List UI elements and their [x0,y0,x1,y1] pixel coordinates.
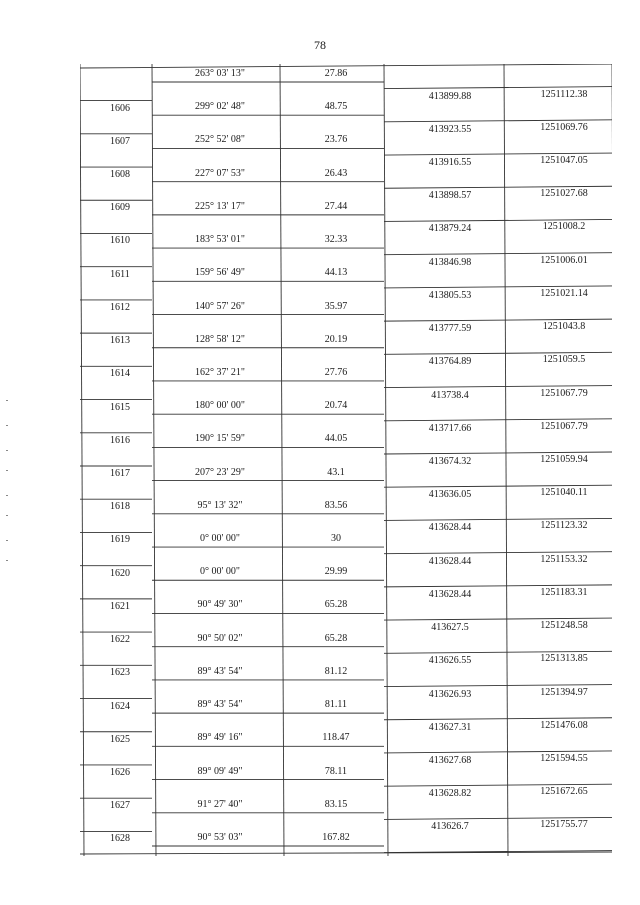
distance-cell: 65.28 [324,599,348,611]
y-coordinate-cell: 1251008.2 [542,221,586,233]
y-coordinate-cell: 1251313.85 [540,653,588,665]
distance-cell: 27.76 [324,366,348,378]
point-cell: 1611 [110,268,130,280]
distance-cell: 26.43 [324,167,348,179]
point-cell: 1617 [110,468,130,479]
distance-cell: 35.97 [324,300,348,312]
angle-cell: 89° 09' 49" [197,765,243,777]
x-coordinate-cell: 413738.4 [431,389,469,401]
x-coordinate-cell: 413628.44 [428,522,472,534]
y-coordinate-cell: 1251153.32 [540,553,588,565]
coordinates-table [80,64,612,856]
point-cell: 1612 [110,301,130,313]
angle-cell: 89° 43' 54" [197,665,243,677]
x-coordinate-cell: 413898.57 [428,190,472,202]
y-coordinate-cell: 1251059.5 [542,354,586,366]
point-cell: 1609 [110,202,130,214]
x-coordinate-cell: 413899.88 [428,90,472,102]
angle-cell: 190° 15' 59" [195,433,245,445]
angle-cell: 252° 52' 08" [195,134,245,146]
angle-cell: 263° 03' 13" [195,68,245,79]
point-cell: 1627 [110,800,130,812]
y-coordinate-cell: 1251040.11 [540,487,588,499]
angle-cell: 89° 49' 16" [197,732,243,744]
point-cell: 1626 [110,766,130,778]
angle-cell: 207° 23' 29" [195,466,245,478]
point-cell: 1613 [110,335,130,347]
angle-cell: 0° 00' 00" [200,533,240,545]
distance-cell: 20.74 [324,400,348,412]
y-coordinate-cell: 1251183.31 [540,586,588,598]
point-cell: 1624 [110,700,130,712]
y-coordinate-cell: 1251394.97 [540,686,588,698]
x-coordinate-cell: 413674.32 [428,456,472,467]
y-coordinate-cell: 1251672.65 [540,786,588,798]
point-cell: 1622 [110,634,130,646]
distance-cell: 44.05 [324,433,348,445]
angle-cell: 180° 00' 00" [195,400,245,412]
distance-cell: 27.44 [324,200,348,212]
x-coordinate-cell: 413916.55 [428,157,472,169]
point-cell: 1610 [110,235,130,247]
point-cell: 1625 [110,733,130,745]
point-cell: 1607 [110,135,130,147]
point-cell: 1616 [110,434,130,446]
distance-cell: 48.75 [324,101,348,113]
point-cell: 1621 [110,600,130,612]
distance-cell: 118.47 [322,732,350,744]
x-coordinate-cell: 413879.24 [428,223,472,235]
y-coordinate-cell: 1251027.68 [540,188,588,200]
distance-cell: 83.15 [324,798,348,810]
x-coordinate-cell: 413627.31 [428,721,472,733]
point-cell: 1608 [110,169,130,181]
distance-cell: 43.1 [327,466,345,478]
angle-cell: 90° 53' 03" [197,832,243,843]
angle-cell: 183° 53' 01" [195,234,245,246]
point-cell: 1620 [110,567,130,579]
x-coordinate-cell: 413628.44 [428,555,472,567]
angle-cell: 95° 13' 32" [197,499,243,511]
grid-line [80,852,612,854]
distance-cell: 167.82 [322,832,350,843]
y-coordinate-cell: 1251021.14 [540,287,588,299]
angle-cell: 90° 49' 30" [197,599,243,611]
y-coordinate-cell: 1251112.38 [540,88,588,100]
x-coordinate-cell: 413626.93 [428,688,472,700]
y-coordinate-cell: 1251476.08 [540,719,588,731]
x-coordinate-cell: 413805.53 [428,289,472,301]
y-coordinate-cell: 1251248.58 [540,620,588,632]
x-coordinate-cell: 413636.05 [428,489,472,501]
x-coordinate-cell: 413777.59 [428,323,472,335]
point-cell: 1628 [110,833,130,845]
distance-cell: 81.11 [324,699,348,711]
distance-cell: 27.86 [324,68,348,79]
y-coordinate-cell: 1251755.77 [540,819,588,831]
x-coordinate-cell: 413627.68 [428,754,472,766]
y-coordinate-cell: 1251047.05 [540,155,588,167]
x-coordinate-cell: 413628.82 [428,788,472,800]
x-coordinate-cell: 413627.5 [431,622,469,634]
y-coordinate-cell: 1251069.76 [540,121,588,133]
point-cell: 1614 [110,368,130,380]
y-coordinate-cell: 1251006.01 [540,254,588,266]
distance-cell: 78.11 [324,765,348,777]
page-number: 78 [314,38,326,52]
angle-cell: 90° 50' 02" [197,632,243,644]
y-coordinate-cell: 1251594.55 [540,752,588,764]
angle-cell: 159° 56' 49" [195,267,245,279]
y-coordinate-cell: 1251123.32 [540,520,588,532]
angle-cell: 299° 02' 48" [195,101,245,113]
x-coordinate-cell: 413626.55 [428,655,472,667]
angle-cell: 0° 00' 00" [200,566,240,578]
distance-cell: 83.56 [324,499,348,511]
distance-cell: 23.76 [324,134,348,146]
angle-cell: 225° 13' 17" [195,200,245,212]
angle-cell: 140° 57' 26" [195,300,245,312]
y-coordinate-cell: 1251043.8 [542,321,586,333]
y-coordinate-cell: 1251067.79 [540,420,588,432]
point-cell: 1619 [110,534,130,546]
point-cell: 1623 [110,667,130,679]
distance-cell: 29.99 [324,566,348,578]
angle-cell: 162° 37' 21" [195,366,245,378]
angle-cell: 227° 07' 53" [195,167,245,179]
x-coordinate-cell: 413846.98 [428,256,472,268]
angle-cell: 128° 58' 12" [195,333,245,345]
x-coordinate-cell: 413717.66 [428,422,472,434]
y-coordinate-cell: 1251059.94 [540,454,588,465]
x-coordinate-cell: 413923.55 [428,123,472,135]
y-coordinate-cell: 1251067.79 [540,387,588,399]
distance-cell: 65.28 [324,632,348,644]
x-coordinate-cell: 413764.89 [428,356,472,368]
point-cell: 1618 [110,501,130,513]
x-coordinate-cell: 413626.7 [431,821,469,833]
angle-cell: 89° 43' 54" [197,699,243,711]
point-cell: 1615 [110,401,130,413]
distance-cell: 44.13 [324,267,348,279]
angle-cell: 91° 27' 40" [197,798,243,810]
distance-cell: 30 [331,533,341,545]
x-coordinate-cell: 413628.44 [428,588,472,600]
distance-cell: 32.33 [324,234,348,246]
distance-cell: 20.19 [324,333,348,345]
distance-cell: 81.12 [324,665,348,677]
point-cell: 1606 [110,102,130,114]
